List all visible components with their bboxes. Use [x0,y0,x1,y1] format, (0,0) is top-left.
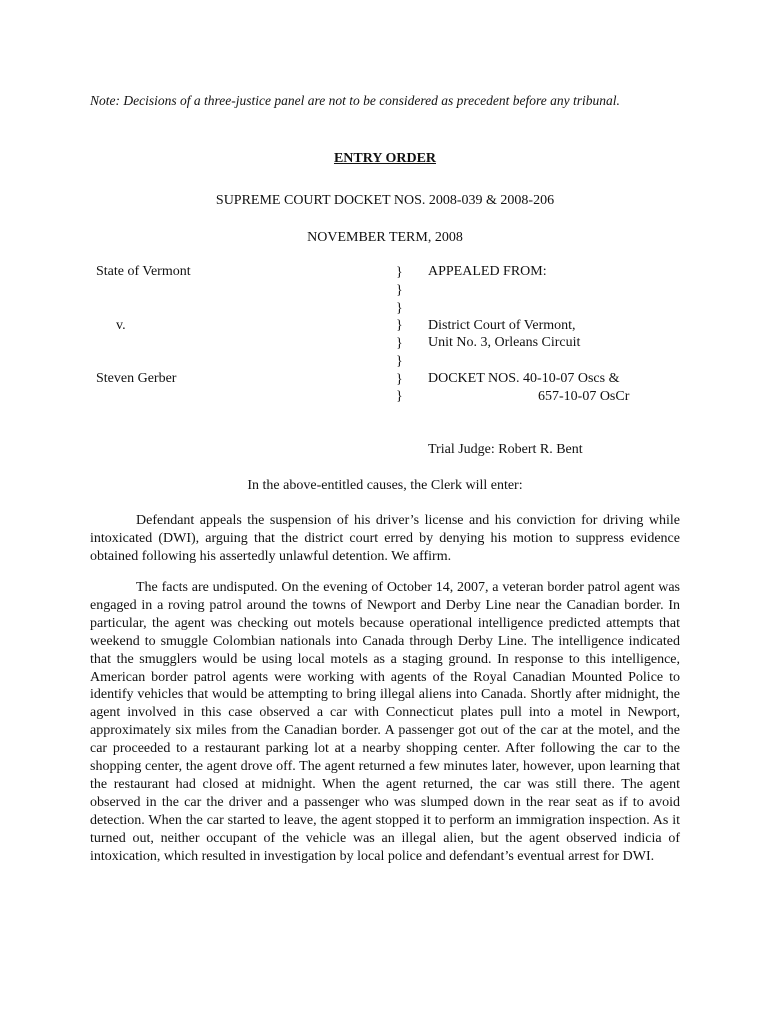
bracket-glyph: } [396,336,403,351]
bracket-glyph: } [396,265,403,280]
plaintiff-name: State of Vermont [96,264,191,279]
clerk-instruction: In the above-entitled causes, the Clerk will enter: [247,478,523,493]
bracket-glyph: } [396,389,403,405]
defendant-name: Steven Gerber [96,371,177,386]
appealed-from-label: APPEALED FROM: [428,264,547,279]
paragraph-intro: Defendant appeals the suspension of his driver’s license and his conviction for driving while intoxicated (DWI), arguing that the district court erred by denying his motion to suppress evidence obtained following his assertedly unlawful detention. We affirm. [90,513,680,564]
bracket-glyph: } [396,371,403,387]
trial-judge: Trial Judge: Robert R. Bent [428,442,583,457]
lower-docket-numbers-cont: 657-10-07 OsCr [538,389,630,404]
bracket-glyph: } [396,282,403,298]
bracket-glyph: } [396,318,403,334]
bracket-glyph: } [396,300,403,316]
caption-brackets [396,264,408,406]
document-title: ENTRY ORDER [333,151,437,166]
term-heading: NOVEMBER TERM, 2008 [307,230,463,245]
court-name: District Court of Vermont, [428,318,576,333]
versus-label: v. [116,318,126,333]
paragraph-facts: The facts are undisputed. On the evening of October 14, 2007, a veteran border patrol agent was engaged in a roving patrol around the towns of Newport and Derby Line near the Canadian border. In particular, the agent was checking out motels because operational intelligence predicted attempts that weekend to smuggle Colombian nationals into Canada through Derby Line. The intelligence indicated that the smugglers would be using local motels as a staging ground. In response to this intelligence, American border patrol agents were working with agents of the Royal Canadian Mounted Police to identify vehicles that would be attempting to bring illegal aliens into Canada. Shortly after midnight, the agent involved in this case observed a car with Connecticut plates pull into a motel in Newport, approximately six miles from the Canadian border. A passenger got out of the car at the motel, and the car proceeded to a restaurant parking lot at a nearby shopping center. After following the car to the shopping center, the agent drove off. The agent returned a few minutes later, however, upon learning that the restaurant had closed at midnight. When the agent returned, the car was still there. The agent observed in the car the driver and a passenger who was slumped down in the rear seat as if to avoid detection. When the car started to leave, the agent stopped it to perform an immigration inspection. As it turned out, neither occupant of the vehicle was an illegal alien, but the agent observed indicia of intoxication, which resulted in investigation by local police and defendant’s eventual arrest for DWI. [90,580,680,864]
docket-heading: SUPREME COURT DOCKET NOS. 2008-039 & 2008-206 [215,193,555,208]
court-unit: Unit No. 3, Orleans Circuit [428,335,581,350]
lower-docket-numbers: DOCKET NOS. 40-10-07 Oscs & [428,371,620,386]
precedent-note: Note: Decisions of a three-justice panel are not to be considered as precedent before any tribunal. [90,93,620,108]
bracket-glyph: } [396,353,403,369]
